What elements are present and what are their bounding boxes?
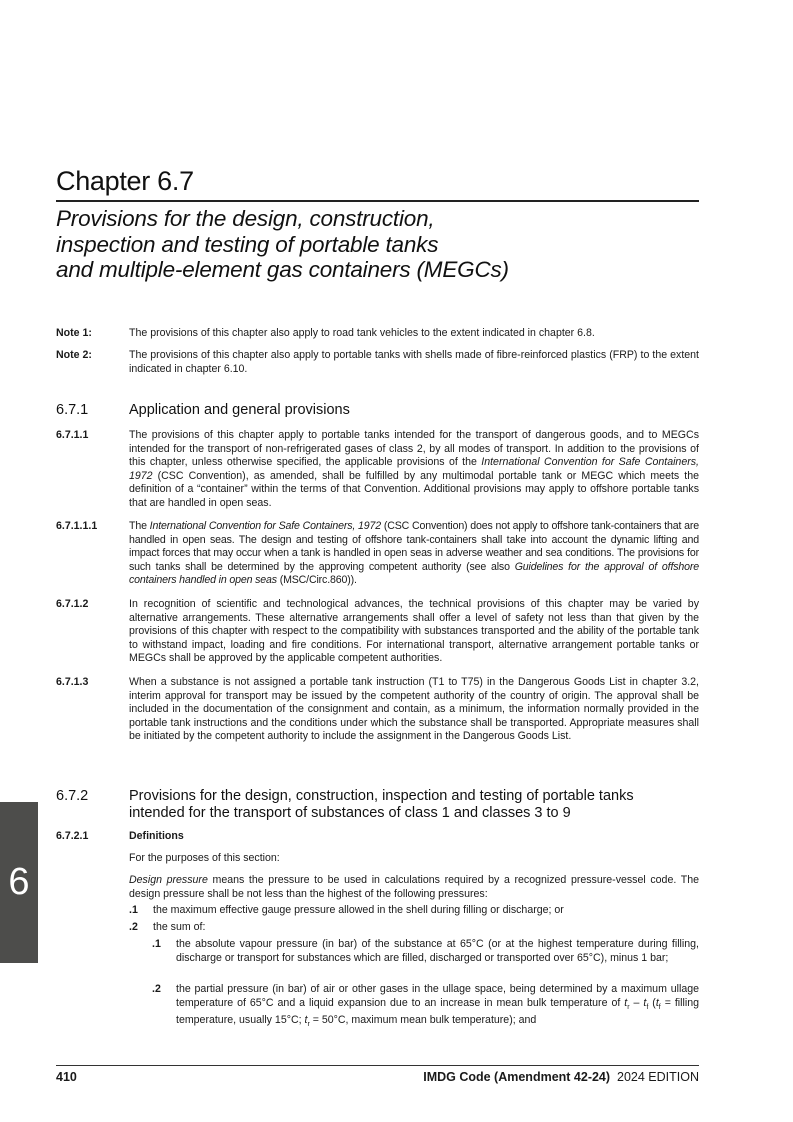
formula-subscript: f — [646, 1003, 649, 1011]
paragraph-6-7-2-1 — [56, 830, 699, 844]
side-tab-label: 6 — [8, 861, 30, 903]
paragraph-6-7-1-1-1 — [56, 520, 699, 588]
paragraph-6-7-1-2 — [56, 598, 699, 666]
note-label: Note 1: — [56, 327, 92, 339]
formula-subscript: r — [307, 1021, 310, 1029]
paragraph-label: 6.7.1.2 — [56, 598, 89, 610]
definitions-intro — [56, 852, 699, 866]
convention-title: International Convention for Safe Containers, 1972 — [149, 520, 381, 532]
list-item — [129, 904, 699, 918]
formula-operator: – — [629, 996, 644, 1009]
paragraph-6-7-1-3 — [56, 676, 699, 744]
list-item — [129, 921, 699, 935]
text-run: = filling temperature, usually 15°C; — [176, 996, 699, 1027]
convention-title: International Convention for Safe Containers, 1972 — [129, 456, 699, 482]
formula-var: t — [655, 996, 659, 1009]
section-heading-6-7-2 — [56, 788, 699, 822]
text-run: means the pressure to be used in calculations required by a recognized pressure-vessel code. The design pressure shall be not less than the highest of the following pressures: — [129, 874, 699, 900]
section-title: Provisions for the design, construction, inspection and testing of portable tanks intended for the transport of substances of class 1 and classes 3 to 9 — [129, 788, 634, 821]
note-text: The provisions of this chapter also apply to portable tanks with shells made of fibre-reinforced plastics (FRP) to the extent indicated in chapter 6.10. — [129, 349, 699, 375]
section-title: Application and general provisions — [129, 402, 350, 418]
paragraph-text — [129, 520, 699, 588]
paragraph-text: When a substance is not assigned a portable tank instruction (T1 to T75) in the Dangerous Goods List in chapter 3.2, interim approval for transport may be issued by the competent authority of the country of origin. The approval shall be included in the documentation of the consignment and contain, as a minimum, the information normally provided in the portable tank instructions and the conditions under which the substance shall be transported. Appropriate measures shall be initiated by the competent authority to include the assignment in the Dangerous Goods List. — [129, 676, 699, 743]
item-number: .2 — [152, 983, 161, 995]
text-run: = 50°C, maximum mean bulk temperature); and — [309, 1014, 537, 1027]
text-run: (CSC Convention), as amended, shall be fulfilled by any multimodal portable tank or MEGC which meets the definition of a “container” within the terms of that Convention. Additional provisions may apply to offshore portable tanks that are handled in open seas. — [129, 469, 699, 509]
formula-subscript: r — [627, 1003, 630, 1011]
sub-list-item — [152, 938, 699, 965]
item-number: .1 — [129, 904, 138, 916]
item-number: .2 — [129, 921, 138, 933]
note-label: Note 2: — [56, 349, 92, 361]
paragraph-text — [129, 429, 699, 511]
formula-var: t — [643, 996, 647, 1009]
chapter-subtitle — [56, 206, 509, 283]
paragraph-label: 6.7.1.3 — [56, 676, 89, 688]
guidelines-title: Guidelines for the approval of offshore containers handled in open seas — [129, 560, 699, 587]
section-heading-6-7-1 — [56, 402, 699, 419]
footer-divider — [56, 1065, 699, 1066]
paragraph-label: 6.7.1.1.1 — [56, 520, 98, 532]
text-run: The — [129, 520, 150, 532]
section-number: 6.7.2 — [56, 788, 89, 804]
section-number: 6.7.1 — [56, 402, 89, 418]
paragraph-text: In recognition of scientific and technological advances, the technical provisions of this chapter may be varied by alternative arrangements. These alternative arrangements shall offer a level of safety not less than that given by the provisions of this chapter with respect to the compatibility with substances transported and the ability of the portable tank to withstand impact, loading and fire conditions. For international transport, alternative arrangement portable tanks or MEGCs shall be approved by the applicable competent authorities. — [129, 598, 699, 665]
chapter-title: Chapter 6.7 — [56, 166, 194, 196]
item-text: the maximum effective gauge pressure allowed in the shell during filling or discharge; or — [153, 904, 564, 916]
text-run: ( — [648, 996, 656, 1009]
text-run: the partial pressure (in bar) of air or other gases in the ullage space, being determined by a maximum ullage temperature of 65°C and a liquid expansion due to an increase in mean bulk temperature of — [176, 983, 699, 1009]
page-number: 410 — [56, 1070, 77, 1084]
intro-text: For the purposes of this section: — [129, 852, 280, 864]
formula-var: t — [624, 996, 628, 1009]
paragraph-label: 6.7.1.1 — [56, 429, 89, 441]
sub-list-item — [152, 983, 699, 1032]
edition-label: 2024 EDITION — [617, 1070, 699, 1084]
definitions-heading: Definitions — [129, 830, 184, 842]
note-2 — [56, 349, 699, 376]
item-text: the sum of: — [153, 921, 206, 933]
definition-text — [129, 874, 699, 901]
item-number: .1 — [152, 938, 161, 950]
item-text — [176, 983, 699, 1032]
subtitle-line: Provisions for the design, construction, — [56, 206, 435, 231]
definition-design-pressure — [56, 874, 699, 901]
publication-name: IMDG Code (Amendment 42-24) — [423, 1070, 611, 1084]
defined-term: Design pressure — [129, 874, 208, 886]
item-text: the absolute vapour pressure (in bar) of the substance at 65°C (or at the highest temperature during filling, discharge or transport for substances which are filled, discharged or transported over 65°C), minus 1 bar; — [176, 938, 699, 964]
text-run: (MSC/Circ.860)). — [276, 574, 357, 587]
chapter-side-tab — [0, 802, 38, 963]
text-run: The provisions of this chapter apply to portable tanks intended for the transport of dangerous goods, and to MEGCs intended for the transport of non-refrigerated gases of class 2, by all modes of transport. In addition to the provisions of this chapter, unless otherwise specified, the applicable provisions of the — [129, 429, 699, 469]
text-run: (CSC Convention) does not apply to offshore tank-containers that are handled in open seas. The design and testing of offshore tank-containers shall take into account the dynamic lifting and impact forces that may occur when a tank is handled in open seas in adverse weather and sea conditions. The provisions for such tanks shall be determined by the approving competent authority (see also — [129, 520, 699, 573]
formula-var: t — [304, 1014, 308, 1027]
note-1 — [56, 327, 699, 341]
subtitle-line: inspection and testing of portable tanks — [56, 231, 439, 257]
formula-subscript: f — [658, 1003, 661, 1011]
footer-title — [423, 1070, 699, 1084]
paragraph-label: 6.7.2.1 — [56, 830, 89, 842]
subtitle-line: and multiple-element gas containers (MEGCs) — [56, 257, 509, 282]
chapter-divider — [56, 200, 699, 202]
note-text: The provisions of this chapter also apply to road tank vehicles to the extent indicated in chapter 6.8. — [129, 327, 595, 339]
paragraph-6-7-1-1 — [56, 429, 699, 511]
